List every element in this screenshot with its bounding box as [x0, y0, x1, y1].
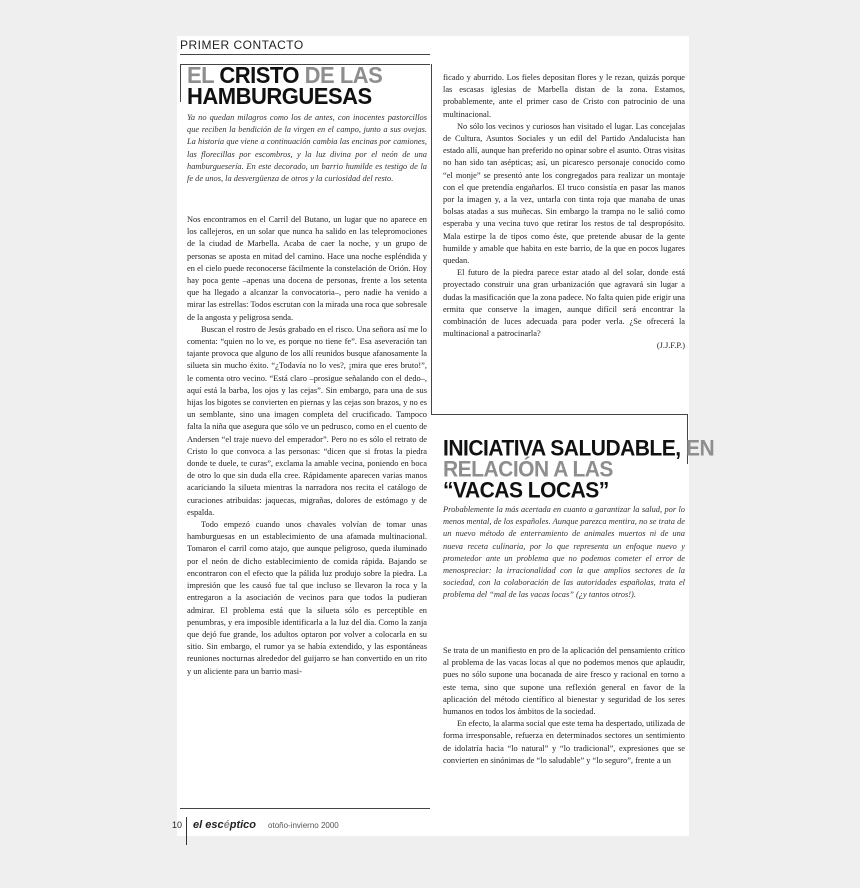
article-divider-line	[431, 414, 687, 415]
article1-title-part: HAMBURGUESAS	[187, 82, 372, 110]
column-divider-line	[431, 64, 432, 414]
section-label: PRIMER CONTACTO	[180, 38, 304, 52]
article1-signature: (J.J.F.P.)	[656, 341, 685, 351]
article2-body	[443, 645, 685, 767]
article1-paragraph: Nos encontramos en el Carril del Butano, un lugar que no aparece en los callejeros, en un solar que nunca ha salido en las telepromociones de la ciudad de Marbella. Acaba de caer la noche, y un grupo de personas se aposta en mitad del camino. Hace una noche espléndida y en el cielo puede reconocerse fácilmente la constelación de Orión. Hoy hay poca gente –apenas una docena de personas, frente a los setenta que ha llegado a alcanzar la convocatoria–, pero nadie ha venido a mirar las estrellas: Todos escrutan con la mirada una roca que sobresale de la angosta y peligrosa senda.	[187, 215, 427, 322]
article1-title-part: CRISTO	[219, 61, 300, 89]
magazine-logo-part: é	[223, 819, 230, 831]
article1-body-col1	[187, 214, 427, 678]
footer-divider	[186, 817, 187, 845]
article1-paragraph: Buscan el rostro de Jesús grabado en el risco. Una señora así me lo comenta: “quien no lo ve, es porque no tiene fe”. Esa aseveración tan tajante provoca que alguno de los allí reunidos busque afanosamente la silueta sin mucho éxito. “¿Todavía no lo ves?, ¡mira que eres bruto!”, le comenta otro vecino. “Está claro –prosigue señalando con el dedo–, aquí está la barba, los ojos y las cejas”. Sin embargo, para una de sus hijas los bigotes se convierten en piernas y las cejas son brazos, y no es un semblante, sino una imagen completa del crucificado. Tampoco falta la niña que asegura que sólo ve un pedrusco, como en el cuento de Andersen “el traje nuevo del emperador”. Pero no es sólo el retrato de Cristo lo que convoca a las personas: “dicen que si frotas la piedra donde te duele, te curas”, exclama la amable vecina, poniendo en boca de otro lo que sin duda ella cree. Rápidamente aparecen varias manos acariciando la silueta mientras la narradora nos recita el catálogo de curaciones atribuidas: jaquecas, migrañas, dolores de estómago y de espalda.	[187, 324, 427, 517]
article1-title-part: DE LAS	[299, 61, 383, 89]
magazine-logo	[193, 819, 256, 831]
magazine-logo-part: ptico	[229, 819, 257, 831]
article1-paragraph: Todo empezó cuando unos chavales volvían de tomar unas hamburguesas en un establecimiento de una afamada multinacional. Tomaron el carril como atajo, que aunque peligroso, queda iluminado por el neón de dicho establecimiento de comida rápida. Bajando se encontraron con el efecto que la pálida luz produjo sobre la piedra. La impresión que les causó fue tal que incluso se llevaron la roca y la entregaron a la asociación de vecinos para que todos la pudieran admirar. El problema está que la silueta sólo es perceptible en penumbras, y era imposible identificarla a la luz del día. Como la zanja que dejó fue grande, los adultos optaron por volver a colocarla en su sitio. Sin embargo, el rumor ya se había extendido, y las espontáneas reuniones nocturnas alrededor del guijarro se han convertido en un rito y un aliciente para un barrio masi-	[187, 520, 427, 676]
frame-left-line	[180, 64, 181, 102]
article1-title-part: EL	[187, 61, 220, 89]
article1-lead: Ya no quedan milagros como los de antes, con inocentes pastorcillos que reciben la bendición de la virgen en el campo, junto a sus ovejas. La historia que viene a continuación cambia las encinas por camiones, las florecillas por escombros, y la luz divina por el neón de una hamburguesería. En este decorado, un barrio humilde es testigo de la fe de unos, la desvergüenza de otros y la curiosidad del resto.	[187, 113, 427, 184]
issue-season: otoño-invierno 2000	[268, 820, 339, 830]
frame-bottom-line	[180, 808, 430, 809]
article1-title	[187, 61, 383, 110]
article2-title-part: “VACAS LOCAS”	[443, 478, 609, 503]
article2-title	[443, 436, 715, 503]
page-footer	[172, 818, 339, 832]
article1-paragraph: No sólo los vecinos y curiosos han visitado el lugar. Las concejalas de Cultura, Asuntos Sociales y un edil del Partido Andalucista han estado allí, aunque han preferido no opinar sobre el asunto. Otras visitas no han sido tan asépticas; así, un picaresco personaje conocido como “el monje” se presentó ante los congregados para realizar un montaje con el que pretendía engañarlos. El truco consistía en pasar las manos por la imagen y, a la vez, untarla con tinta roja que manaba de unas bolsas atadas a sus muñecas. Sin embargo la trampa no le salió como esperaba y una vecina tuvo que retirar los restos de tal despropósito. Mala estirpe la de tipos como éste, que pretende abusar de la gente humilde y amable que habita en este barrio, de la que en pocos lugares quedan.	[443, 121, 685, 266]
article2-title-part: EN	[680, 436, 715, 461]
magazine-logo-part: el esc	[193, 819, 224, 831]
article2-title-part: INICIATIVA SALUDABLE,	[443, 436, 681, 461]
article2-title-part: RELACIÓN A LAS	[443, 457, 613, 482]
article1-paragraph: ficado y aburrido. Los fieles depositan flores y le rezan, quizás porque las escasas iglesias de Marbella distan de la zona. Estamos, probablemente, ante el primer caso de Cristo con patrocinio de una multinacional.	[443, 73, 685, 119]
page-number: 10	[172, 820, 183, 830]
article1-body-col2	[443, 72, 685, 353]
article2-paragraph: En efecto, la alarma social que este tema ha despertado, utilizada de forma irresponsable, refuerza en determinados sectores un sentimiento de idolatría hacia “lo natural” y “lo tradicional”, expresiones que se convierten en sinónimas de “lo saludable” y “lo seguro”, frente a un	[443, 719, 685, 765]
article2-paragraph: Se trata de un manifiesto en pro de la aplicación del pensamiento crítico al problema de las vacas locas al que no podemos menos que aplaudir, pues no sólo supone una bocanada de aire fresco y racional en torno a este tema, sino que supone una reflexión general en favor de la aplicación del método científico al bienestar y seguridad de los seres humanos en todos los ámbitos de la sociedad.	[443, 646, 685, 717]
article1-paragraph: El futuro de la piedra parece estar atado al del solar, donde está proyectado construir una gran urbanización que agravará sin lugar a dudas la masificación que la zona padece. No falta quien pide erigir una ermita que conserve la imagen, aunque difícil será encontrar la combinación de luces adecuada para poder verla. ¿Se ofrecerá la multinacional a patrocinarla?	[443, 268, 685, 339]
article2-lead: Probablemente la más acertada en cuanto a garantizar la salud, por lo menos mental, de los españoles. Aunque parezca mentira, no se trata de un nuevo método de enterramiento de animales muertos ni de una nueva receta culinaria, por lo que representa un enfoque nuevo y prometedor ante un problema que no podemos cometer el error de menospreciar: la irracionalidad con la que amplios sectores de la sociedad, con la colaboración de las autoridades españolas, trata el problema del “mal de las vacas locas” (¿y tantos otros!).	[443, 505, 685, 600]
top-rule	[180, 54, 430, 55]
